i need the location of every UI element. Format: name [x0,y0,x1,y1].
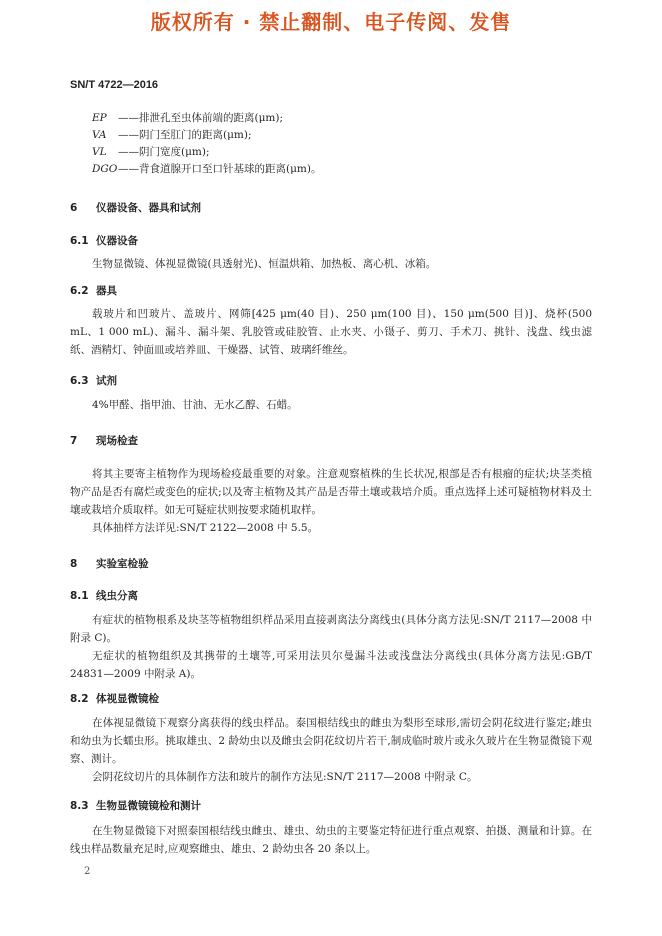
copyright-watermark-banner: 版权所有 · 禁止翻制、电子传阅、发售 [150,10,512,34]
section-8-2-paragraph-1: 在体视显微镜下观察分离获得的线虫样品。泰国根结线虫的雌虫为梨形至球形,需切会阴花纹进行鉴定;雄虫和幼虫为长蠕虫形。挑取雄虫、2 龄幼虫以及雌虫会阴花纹切片若干,制成临时玻片或永久玻片在生物显微镜下观察、测计。 [70,717,592,765]
page-number: 2 [84,866,91,877]
definition-symbol: DGO [92,163,118,175]
symbol-definitions [92,110,321,178]
definition-row [92,144,321,161]
definition-symbol: EP [92,112,107,124]
section-6-2-text: 载玻片和凹玻片、盖玻片、网筛[425 μm(40 目)、250 μm(100 目)、150 μm(500 目)]、烧杯(500 mL、1 000 mL)、漏斗、漏斗架、乳胶管或硅胶管、止水夹、小镊子、剪刀、手术刀、挑针、浅盘、线虫滤纸、酒精灯、钟面皿或培养皿、干燥器、试管、玻璃纤维丝。 [70,308,592,356]
definition-text: ——排泄孔至虫体前端的距离(μm); [118,112,284,124]
definition-symbol: VL [92,146,107,158]
definition-row [92,127,321,144]
definition-text: ——背食道腺开口至口针基球的距离(μm)。 [118,163,322,175]
section-8-3-paragraph: 在生物显微镜下对照泰国根结线虫雌虫、雄虫、幼虫的主要鉴定特征进行重点观察、拍摄、测量和计算。在线虫样品数量充足时,应观察雌虫、雄虫、2 龄幼虫各 20 条以上。 [70,825,592,855]
section-7-paragraph: 将其主要寄主植物作为现场检疫最重要的对象。注意观察植株的生长状况,根部是否有根瘤的症状;块茎类植物产品是否有腐烂或变色的症状;以及寄主植物及其产品是否带土壤或栽培介质。重点选择上述可疑植物材料及土壤或栽培介质取样。如无可疑症状则按要求随机取样。 [70,468,592,516]
section-heading-8: 8 实验室检验 [70,558,149,570]
section-heading-8-1: 8.1 线虫分离 [70,590,138,602]
section-heading-6-2: 6.2 器具 [70,285,117,297]
section-heading-8-3: 8.3 生物显微镜镜检和测计 [70,800,201,812]
section-heading-8-2: 8.2 体视显微镜检 [70,693,159,705]
section-heading-6: 6 仪器设备、器具和试剂 [70,202,201,214]
definition-text: ——阴门宽度(μm); [118,146,210,158]
section-6-3-text: 4%甲醛、指甲油、甘油、无水乙醇、石蜡。 [92,399,298,411]
section-heading-6-3: 6.3 试剂 [70,375,117,387]
definition-row [92,110,321,127]
definition-symbol: VA [92,129,107,141]
definition-text: ——阴门至肛门的距离(μm); [118,129,252,141]
definition-row [92,161,321,178]
section-heading-7: 7 现场检查 [70,435,138,447]
section-heading-6-1: 6.1 仪器设备 [70,235,138,247]
section-8-2-paragraph-2: 会阴花纹切片的具体制作方法和玻片的制作方法见:SN/T 2117—2008 中附录 C。 [92,771,478,783]
standard-id: SN/T 4722—2016 [70,79,159,91]
section-6-1-text: 生物显微镜、体视显微镜(具透射光)、恒温烘箱、加热板、离心机、冰箱。 [92,258,437,270]
section-8-1-paragraph-1: 有症状的植物根系及块茎等植物组织样品采用直接剥离法分离线虫(具体分离方法见:SN/T 2117—2008 中附录 C)。 [70,614,592,644]
section-7-sampling-ref: 具体抽样方法详见:SN/T 2122—2008 中 5.5。 [92,522,319,534]
section-8-1-paragraph-2: 无症状的植物组织及其携带的土壤等,可采用法贝尔曼漏斗法或浅盘法分离线虫(具体分离方法见:GB/T 24831—2009 中附录 A)。 [70,650,592,680]
